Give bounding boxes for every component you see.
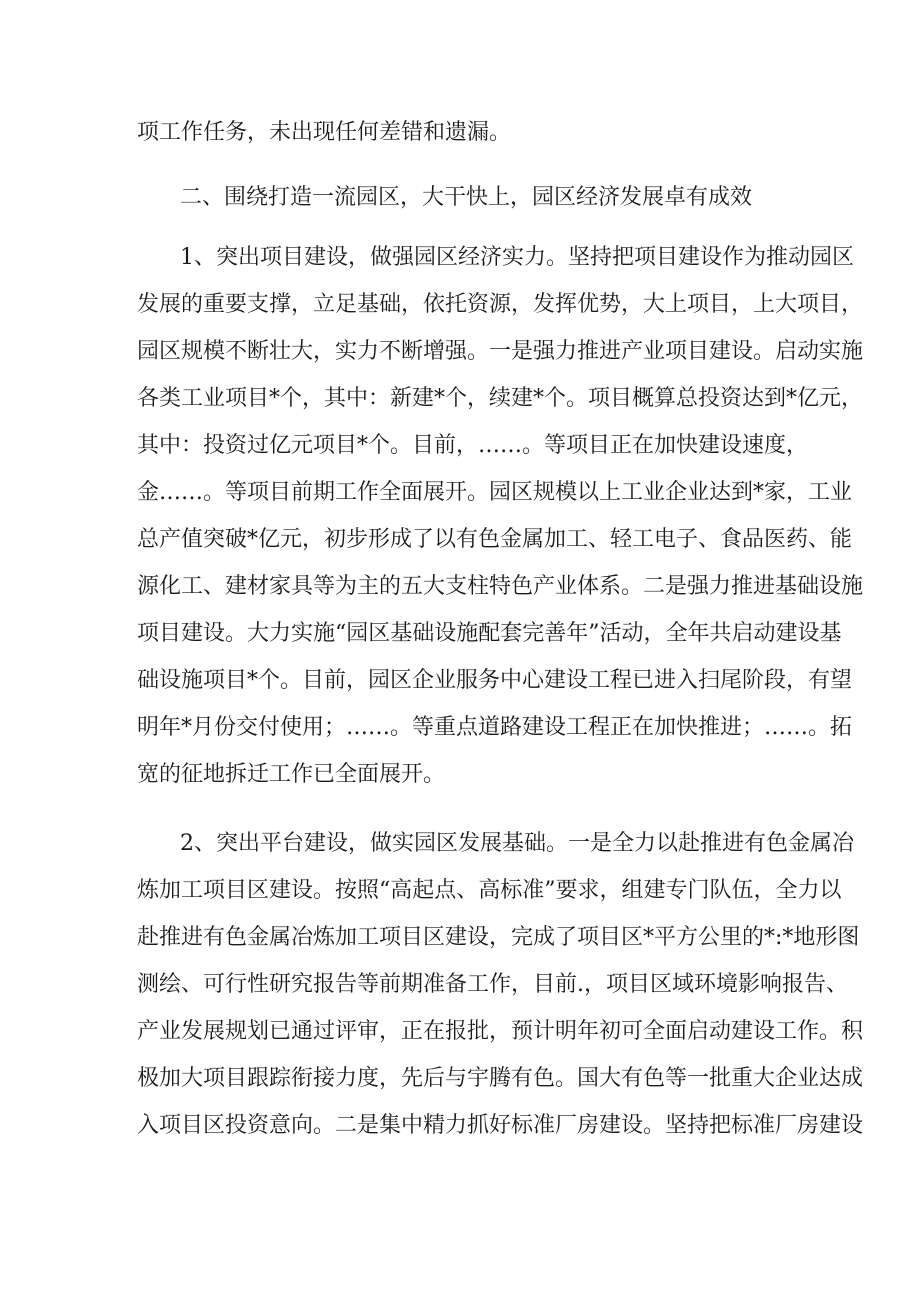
paragraph-line: 项目建设。大力实施“园区基础设施配套完善年”活动，全年共启动建设基 — [137, 621, 842, 646]
paragraph-line: 发展的重要支撑，立足基础，依托资源，发挥优势，大上项目，上大项目， — [137, 292, 864, 317]
paragraph-line: 入项目区投资意向。二是集中精力抓好标准厂房建设。坚持把标准厂房建设 — [137, 1113, 864, 1138]
paragraph-line: 2、突出平台建设，做实园区发展基础。一是全力以赴推进有色金属冶 — [180, 831, 854, 856]
paragraph-line: 宽的征地拆迁工作已全面展开。 — [137, 762, 446, 787]
paragraph-line: 赴推进有色金属冶炼加工项目区建设，完成了项目区*平方公里的*:*地形图 — [137, 925, 860, 950]
section-heading: 二、围绕打造一流园区，大干快上，园区经济发展卓有成效 — [180, 185, 753, 210]
paragraph-line: 产业发展规划已通过评审，正在报批，预计明年初可全面启动建设工作。积 — [137, 1019, 864, 1044]
paragraph-line: 总产值突破*亿元，初步形成了以有色金属加工、轻工电子、食品医药、能 — [137, 527, 853, 552]
paragraph-line: 园区规模不断壮大，实力不断增强。一是强力推进产业项目建设。启动实施 — [137, 339, 864, 364]
paragraph-line: 炼加工项目区建设。按照“高起点、高标准”要求，组建专门队伍，全力以 — [137, 878, 842, 903]
paragraph-line: 源化工、建材家具等为主的五大支柱特色产业体系。二是强力推进基础设施 — [137, 574, 864, 599]
paragraph-line: 1、突出项目建设，做强园区经济实力。坚持把项目建设作为推动园区 — [180, 245, 854, 270]
paragraph-line: 测绘、可行性研究报告等前期准备工作，目前.，项目区域环境影响报告、 — [137, 972, 848, 997]
paragraph-line: 础设施项目*个。目前，园区企业服务中心建设工程已进入扫尾阶段，有望 — [137, 668, 853, 693]
paragraph-line: 项工作任务，未出现任何差错和遗漏。 — [137, 120, 512, 145]
paragraph-line: 明年*月份交付使用；……。等重点道路建设工程正在加快推进；……。拓 — [137, 715, 853, 740]
paragraph-line: 金……。等项目前期工作全面展开。园区规模以上工业企业达到*家，工业 — [137, 480, 853, 505]
paragraph-line: 其中：投资过亿元项目*个。目前，……。等项目正在加快建设速度， — [137, 433, 809, 458]
paragraph-line: 极加大项目跟踪衔接力度，先后与宇腾有色。国大有色等一批重大企业达成 — [137, 1066, 864, 1091]
paragraph-line: 各类工业项目*个，其中：新建*个，续建*个。项目概算总投资达到*亿元， — [137, 386, 864, 411]
